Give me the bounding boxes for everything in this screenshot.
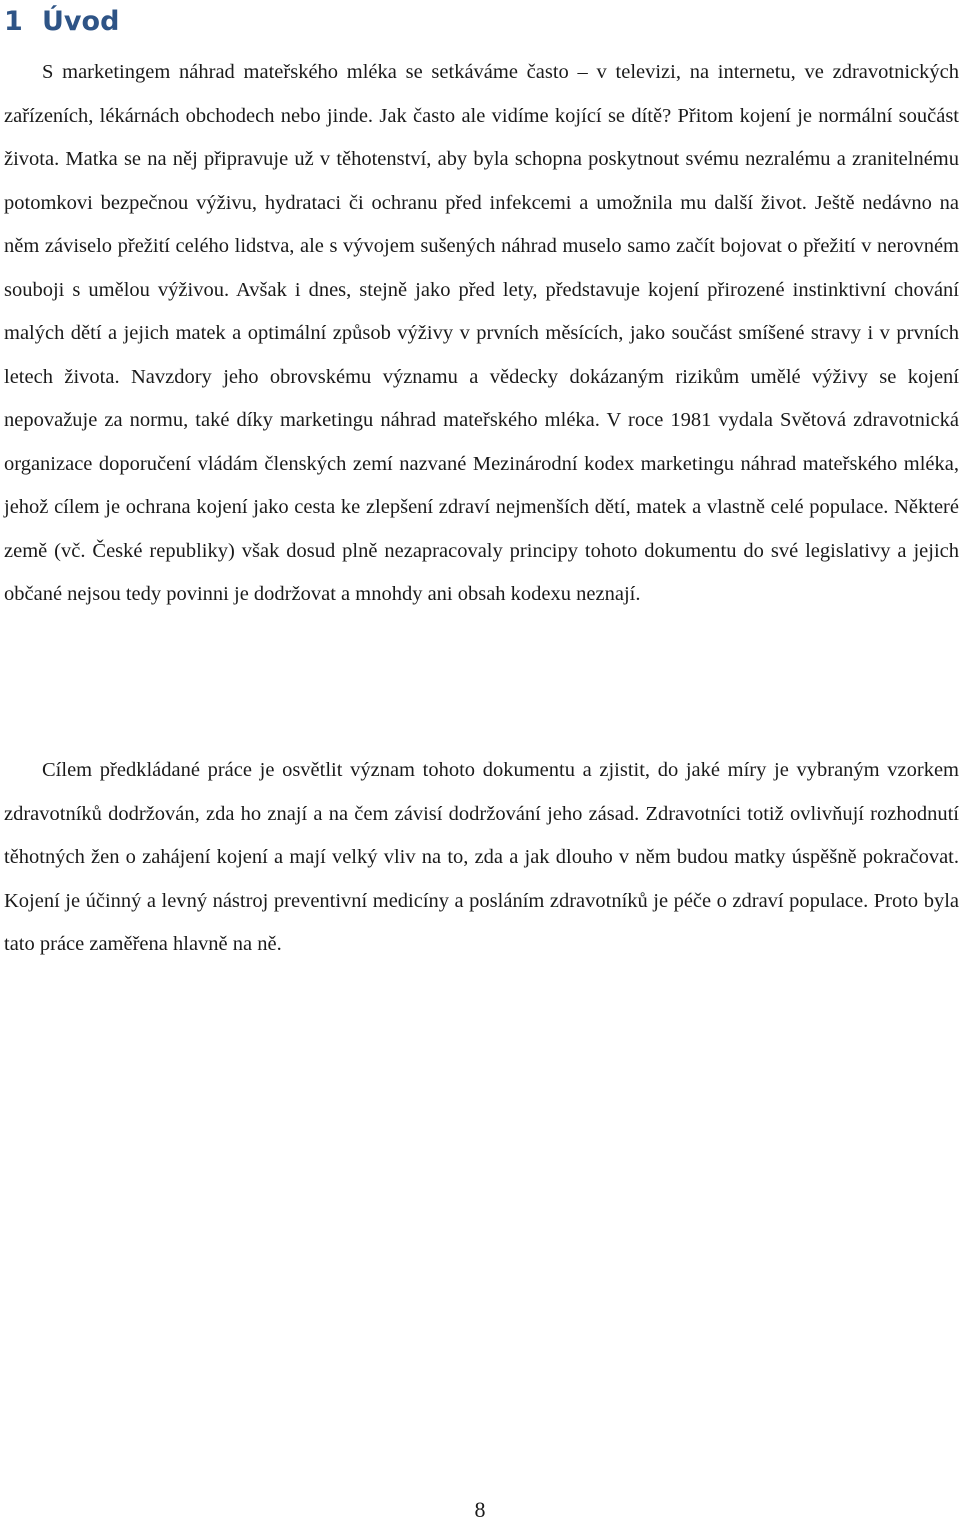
chapter-number: 1 [4, 6, 23, 37]
aim-paragraph: Cílem předkládané práce je osvětlit význam tohoto dokumentu a zjistit, do jaké míry je vybraným vzorkem zdravotníků dodržován, zda ho znají a na čem závisí dodržování jeho zásad. Zdravotníci totiž ovlivňují rozhodnutí těhotných žen o zahájení kojení a mají velký vliv na to, zda a jak dlouho v něm budou matky úspěšně pokračovat. Kojení je účinný a levný nástroj preventivní medicíny a posláním zdravotníků je péče o zdraví populace. Proto byla tato práce zaměřena hlavně na ně. [4, 759, 959, 955]
page-number: 8 [474, 1497, 486, 1522]
intro-paragraph: S marketingem náhrad mateřského mléka se setkáváme často – v televizi, na internetu, ve zdravotnických zařízeních, lékárnách obchodech nebo jinde. Jak často ale vidíme kojící se dítě? Přitom kojení je normální součást života. Matka se na něj připravuje už v těhotenství, aby byla schopna poskytnout svému nezralému a zranitelnému potomkovi bezpečnou výživu, hydrataci či ochranu před infekcemi a umožnila mu další život. Ještě nedávno na něm záviselo přežití celého lidstva, ale s vývojem sušených náhrad muselo samo začít bojovat o přežití v nerovném souboji s umělou výživou. Avšak i dnes, stejně jako před lety, představuje kojení přirozené instinktivní chování malých dětí a jejich matek a optimální způsob výživy v prvních měsících, jako součást smíšené stravy i v prvních letech života. Navzdory jeho obrovskému významu a vědecky dokázaným rizikům umělé výživy se kojení nepovažuje za normu, také díky marketingu náhrad mateřského mléka. V roce 1981 vydala Světová zdravotnická organizace doporučení vládám členských zemí nazvané Mezinárodní kodex marketingu náhrad mateřského mléka, jehož cílem je ochrana kojení jako cesta ke zlepšení zdraví nejmenších dětí, matek a vlastně celé populace. Některé země (vč. České republiky) však dosud plně nezapracovaly principy tohoto dokumentu do své legislativy a jejich občané nejsou tedy povinni je dodržovat a mnohdy ani obsah kodexu neznají. [4, 61, 959, 605]
chapter-title: Úvod [42, 6, 120, 37]
chapter-heading [4, 2, 119, 42]
